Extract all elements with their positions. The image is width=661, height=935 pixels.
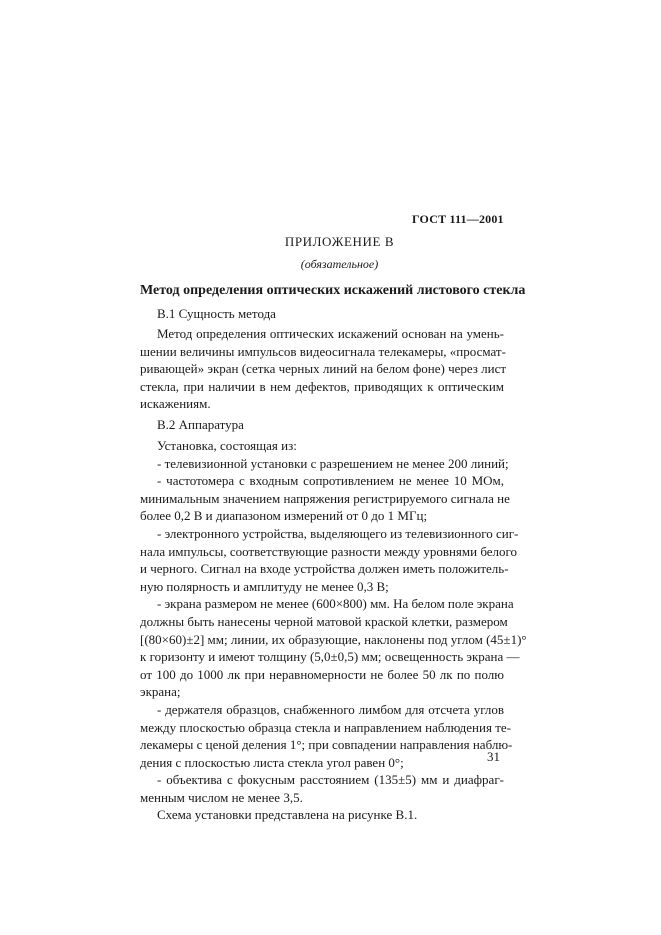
text-line: искажениям. [140, 396, 211, 412]
text-line: к горизонту и имеют толщину (5,0±0,5) мм; освещенность экрана — [140, 649, 520, 665]
page-number: 31 [487, 749, 500, 764]
text-line: от 100 до 1000 лк при неравномерности не более 50 лк по полю [140, 666, 504, 682]
section-heading-essence: В.1 Сущность метода [157, 306, 276, 321]
list-item: - электронного устройства, выделяющего из телевизионного сиг- [157, 525, 519, 541]
text-line: нала импульсы, соответствующие разности между уровнями белого [140, 543, 518, 559]
text-line: Установка, состоящая из: [157, 438, 297, 453]
text-line: стекла, при наличии в нем дефектов, приводящих к оптическим [140, 378, 504, 394]
text-line: ную полярность и амплитуду не менее 0,3 В; [140, 578, 389, 594]
text-line: ривающей» экран (сетка черных линий на белом фоне) через лист [140, 361, 507, 377]
appendix-note: (обязательное) [300, 257, 379, 271]
section-heading-apparatus: В.2 Аппаратура [157, 417, 244, 432]
text-line: шении величины импульсов видеосигнала телекамеры, «просмат- [140, 343, 506, 359]
text-line: менным числом не менее 3,5. [140, 789, 303, 805]
text-line: должны быть нанесены черной матовой краской клетки, размером [140, 613, 508, 629]
section-essence-paragraph [140, 325, 507, 413]
text-line: экрана; [140, 684, 181, 700]
list-item: - держателя образцов, снабженного лимбом для отсчета углов [157, 701, 504, 717]
text-line: минимальным значением напряжения регистрируемого сигнала не [140, 490, 510, 506]
text-line: Схема установки представлена на рисунке В.1. [157, 807, 418, 823]
text-line: лекамеры с ценой деления 1°; при совпадении направления наблю- [140, 737, 513, 753]
text-line: и черного. Сигнал на входе устройства должен иметь положитель- [140, 561, 509, 577]
list-item: - объектива с фокусным расстоянием (135±5) мм и диафраг- [157, 772, 504, 788]
list-item: - телевизионной установки с разрешением не менее 200 линий; [157, 455, 509, 471]
method-title: Метод определения оптических искажений листового стекла [140, 283, 526, 298]
list-item: - частотомера с входным сопротивлением не менее 10 МОм, [157, 473, 504, 489]
text-line: [(80×60)±2] мм; линии, их образующие, наклонены под углом (45±1)° [140, 631, 527, 647]
text-line: Метод определения оптических искажений основан на умень- [157, 326, 504, 341]
text-line: более 0,2 В и диапазоном измерений от 0 до 1 МГц; [140, 508, 428, 524]
text-line: дения с плоскостью листа стекла угол равен 0°; [140, 754, 404, 770]
list-item: - экрана размером не менее (600×800) мм. На белом поле экрана [157, 596, 514, 612]
section-apparatus-paragraph [140, 437, 527, 824]
appendix-title: ПРИЛОЖЕНИЕ В [284, 234, 395, 249]
standard-number: ГОСТ 111—2001 [412, 212, 504, 226]
text-line: между плоскостью образца стекла и направлением наблюдения те- [140, 719, 511, 735]
